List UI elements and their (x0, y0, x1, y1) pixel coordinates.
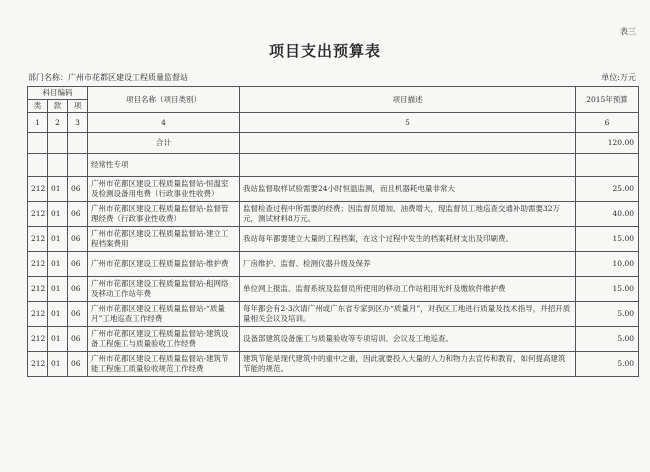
xiang-cell: 06 (68, 327, 88, 352)
index-cell: 1 (28, 113, 48, 133)
index-row (28, 113, 639, 133)
project-desc-cell: 我站每年都要建立大量的工程档案，在这个过程中发生的档案耗材支出及印刷费。 (240, 227, 576, 252)
empty-cell (240, 133, 576, 154)
project-name-cell: 广州市花都区建设工程质量监督站-恒温室及检测设备用电费（行政事业性收费） (88, 177, 240, 202)
kuan-cell: 01 (48, 352, 68, 377)
project-name-cell: 广州市花都区建设工程质量监督站-建筑设备工程施工与质量验收工作经费 (88, 327, 240, 352)
budget-cell: 5.00 (576, 352, 639, 377)
total-label: 合计 (88, 133, 240, 154)
project-name-cell: 广州市花都区建设工程质量监督站-监督管理经费（行政事业性收费） (88, 202, 240, 227)
lei-cell: 212 (28, 327, 48, 352)
budget-cell: 15.00 (576, 277, 639, 302)
page-title: 项目支出预算表 (268, 42, 381, 60)
table-row (28, 277, 639, 302)
kuan-cell: 01 (48, 202, 68, 227)
empty-cell (68, 154, 88, 177)
project-name-cell: 广州市花都区建设工程质量监督站-维护费 (88, 252, 240, 277)
budget-cell: 10.00 (576, 252, 639, 277)
department-label: 部门名称：广州市花都区建设工程质量监督站 (28, 73, 188, 82)
table-row (28, 177, 639, 202)
lei-cell: 212 (28, 277, 48, 302)
kuan-cell: 01 (48, 227, 68, 252)
table-row (28, 202, 639, 227)
xiang-cell: 06 (68, 302, 88, 327)
xiang-cell: 06 (68, 202, 88, 227)
empty-cell (48, 133, 68, 154)
unit-label: 单位:万元 (601, 73, 636, 82)
empty-cell (576, 154, 639, 177)
project-desc-cell: 每年都会有2-3次请广州或广东省专家到区办“质量月”，对我区工地进行质量及技术指导，并招开质量相关会议及培训。 (240, 302, 576, 327)
lei-cell: 212 (28, 252, 48, 277)
kuan-cell: 01 (48, 327, 68, 352)
lei-cell: 212 (28, 227, 48, 252)
budget-cell: 40.00 (576, 202, 639, 227)
lei-cell: 212 (28, 302, 48, 327)
empty-cell (48, 154, 68, 177)
category-label: 经常性专项 (88, 154, 240, 177)
header-project-name: 项目名称（项目类别） (88, 87, 240, 113)
header-project-desc: 项目描述 (240, 87, 576, 113)
kuan-cell: 01 (48, 302, 68, 327)
header-kuan: 款 (48, 100, 68, 113)
table-row (28, 352, 639, 377)
table-row (28, 252, 639, 277)
empty-cell (240, 154, 576, 177)
table-number: 表三 (620, 27, 636, 36)
project-name-cell: 广州市花都区建设工程质量监督站-建筑节能工程施工质量验收规范工作经费 (88, 352, 240, 377)
kuan-cell: 01 (48, 277, 68, 302)
header-xiang: 项 (68, 100, 88, 113)
xiang-cell: 06 (68, 227, 88, 252)
project-desc-cell: 单位网上报监、监督系统及监督员所使用的移动工作站租用光纤及缴软件维护费 (240, 277, 576, 302)
budget-cell: 25.00 (576, 177, 639, 202)
total-value: 120.00 (576, 133, 639, 154)
project-name-cell: 广州市花都区建设工程质量监督站-租网络及移动工作站年费 (88, 277, 240, 302)
header-lei: 类 (28, 100, 48, 113)
table-row (28, 227, 639, 252)
budget-cell: 5.00 (576, 302, 639, 327)
kuan-cell: 01 (48, 252, 68, 277)
project-desc-cell: 建筑节能是现代建筑中的重中之重，因此就要投入大量的人力和物力去宣传和教育，如何提高建筑节能的规范。 (240, 352, 576, 377)
header-subject-code: 科目编码 (28, 87, 88, 100)
project-name-cell: 广州市花都区建设工程质量监督站-“质量月”工地巡查工作经费 (88, 302, 240, 327)
table-row (28, 302, 639, 327)
xiang-cell: 06 (68, 352, 88, 377)
index-cell: 3 (68, 113, 88, 133)
xiang-cell: 06 (68, 177, 88, 202)
project-name-cell: 广州市花都区建设工程质量监督站-建立工程档案费用 (88, 227, 240, 252)
xiang-cell: 06 (68, 252, 88, 277)
lei-cell: 212 (28, 352, 48, 377)
index-cell: 2 (48, 113, 68, 133)
lei-cell: 212 (28, 202, 48, 227)
empty-cell (68, 133, 88, 154)
lei-cell: 212 (28, 177, 48, 202)
budget-cell: 15.00 (576, 227, 639, 252)
project-desc-cell: 我站监督取样试验需要24小时恒温监测，而且机器耗电量非常大 (240, 177, 576, 202)
total-row (28, 133, 639, 154)
budget-table (27, 86, 639, 377)
category-row (28, 154, 639, 177)
index-cell: 6 (576, 113, 639, 133)
project-desc-cell: 厂房维护、监督、检测仪器升级及保养 (240, 252, 576, 277)
empty-cell (28, 133, 48, 154)
project-desc-cell: 监督检查过程中所需要的经费；因监督员增加、油费增大，现监督员工地巡查交通补助需要32万元，测试材料8万元。 (240, 202, 576, 227)
kuan-cell: 01 (48, 177, 68, 202)
empty-cell (28, 154, 48, 177)
project-desc-cell: 设备部建筑设备施工与质量验收等专项培训、会议及工地巡查。 (240, 327, 576, 352)
table-row (28, 327, 639, 352)
budget-cell: 5.00 (576, 327, 639, 352)
header-budget: 2015年预算 (576, 87, 639, 113)
index-cell: 5 (240, 113, 576, 133)
xiang-cell: 06 (68, 277, 88, 302)
index-cell: 4 (88, 113, 240, 133)
